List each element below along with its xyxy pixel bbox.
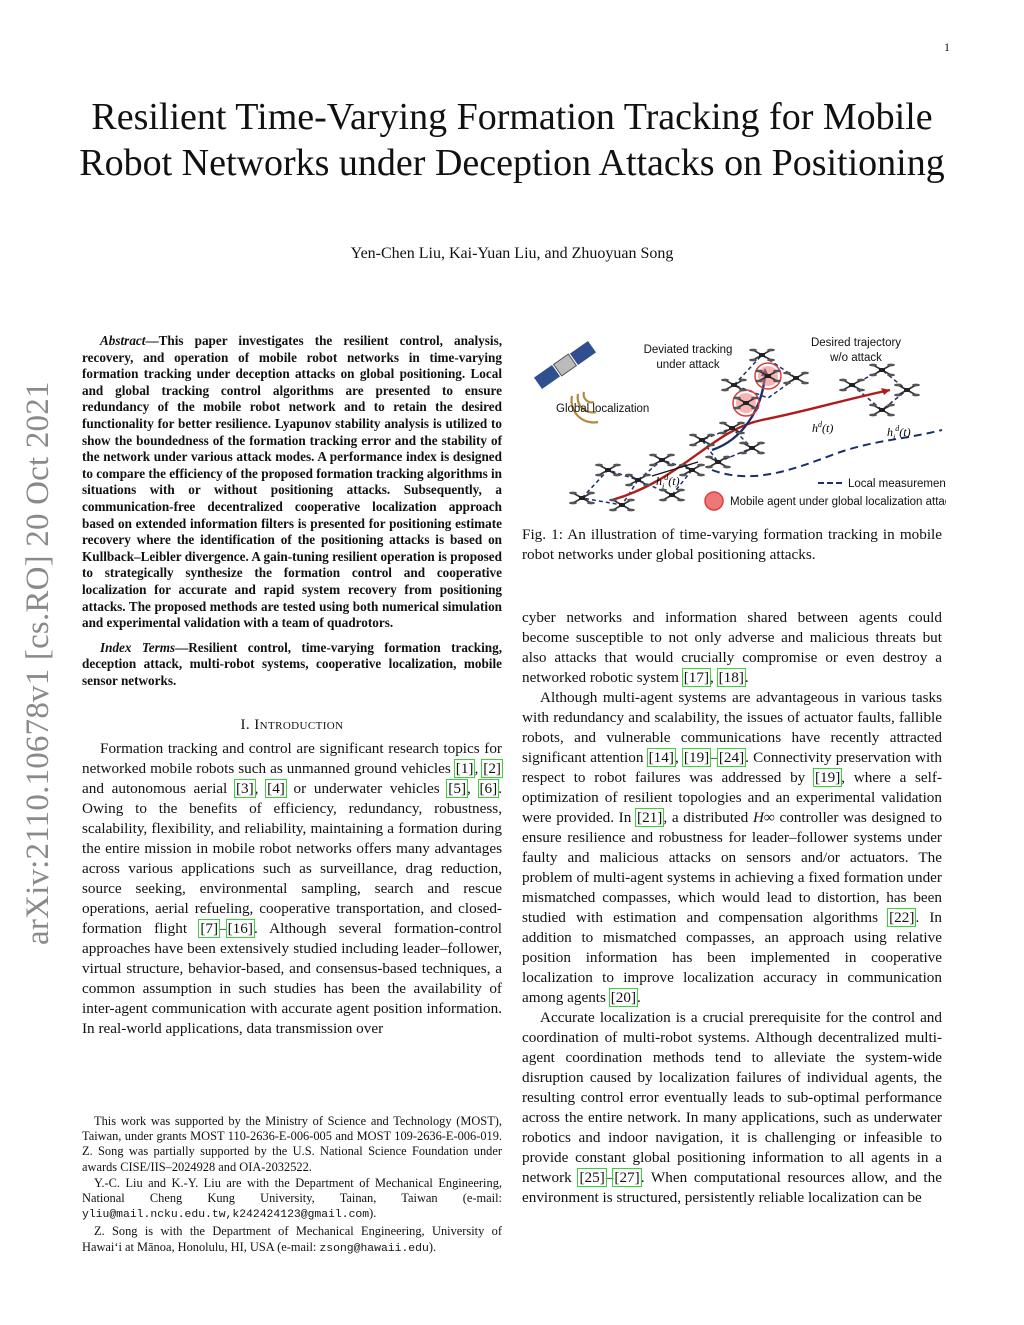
abstract-text: —This paper investigates the resilient control, analysis, recovery, and operation of mobile robot networks in time-varying formation tracking under deception attacks on global positioning. Local and global tracking control algorithms are presented to ensure redundancy of the mobile robot network and to retain the desired functionality for better resilience. Lyapunov stability analysis is utilized to show the boundedness of the formation tracking error and the stability of the network under various attack modes. A performance index is designed to compare the efficiency of the proposed formation tracking algorithms in situations with or without positioning attacks. Subsequently, a communication-free decentralized cooperative localization approach based on extended information filters is presented for positioning estimate recovery where the identification of the positioning attacks is based on Kullback–Leibler divergence. A gain-tuning resilient operation is proposed to strategically synthesize the formation control and cooperative localization for accurate and rapid system recovery from positioning attacks. The proposed methods are tested using both numerical simulation and experimental validation with a team of quadrotors. — [82, 333, 502, 631]
text-run: (t) — [899, 425, 911, 439]
intro-paragraph-1 — [82, 739, 502, 1039]
text-run: i — [893, 433, 896, 442]
citation-link[interactable]: [22] — [889, 909, 915, 926]
label-deviated-line2: under attack — [656, 359, 720, 371]
figure-caption: Fig. 1: An illustration of time-varying formation tracking in mobile robot networks under global positioning attacks. — [522, 526, 942, 563]
label-deviated-line1: Deviated tracking — [643, 344, 733, 356]
text-run: h — [812, 421, 818, 435]
text-run: i — [662, 482, 665, 491]
page-number: 1 — [944, 40, 950, 54]
intro-paragraph-1-cont — [522, 608, 942, 688]
citation-link[interactable]: [25] — [579, 1169, 605, 1186]
footnotes — [82, 1114, 502, 1258]
label-desired-line2: w/o attack — [830, 352, 882, 364]
text-run: , — [710, 669, 718, 686]
text-run: controller was designed to ensure resilience and robustness for leader–follower systems under faulty and malicious attacks on sensors and/or actuators. The problem of multi-agent systems in achieving a fixed formation under mismatched compasses, which would lead to distortion, has been studied with estimation and compensation algorithms — [522, 809, 942, 926]
text-run: , — [674, 749, 683, 766]
section-number: I. — [240, 717, 251, 734]
citation-link[interactable]: [14] — [648, 749, 674, 766]
paper-title: Resilient Time-Varying Formation Tracking for Mobile Robot Networks under Deception Attacks on Positioning — [79, 96, 945, 184]
text-run: (t) — [668, 474, 680, 488]
citation-link[interactable]: [6] — [479, 780, 498, 798]
text-run: ). — [428, 1239, 437, 1254]
abstract-lead: Abstract — [100, 333, 146, 348]
h-infinity-symbol: H∞ — [752, 809, 775, 826]
text-run: (t) — [822, 421, 834, 435]
text-run: Z. Song is with the Department of Mechanical Engineering, University of Hawai‘i at Mānoa, Honolulu, HI, USA (e-mail: — [82, 1224, 502, 1254]
section-title: Introduction — [254, 717, 344, 734]
index-terms-lead: Index Terms — [100, 639, 176, 655]
text-run: . Owing to the benefits of efficiency, redundancy, robustness, scalability, flexibility, and reliability, maintaining a formation during the entire mission in mobile robot networks offers many advantages across various applications such as surveillance, drag reduction, source seeking, environmental sampling, search and rescue operations, aerial refueling, cooperative transportation, and closed-formation flight — [82, 780, 503, 938]
figure-1 — [522, 330, 946, 520]
text-run: ). — [369, 1206, 377, 1221]
citation-link[interactable]: [24] — [718, 749, 745, 766]
footnote-affiliation-hawaii — [82, 1224, 502, 1256]
citation-link[interactable]: [5] — [448, 780, 467, 798]
text-run: , where a self-optimization of resilient topologies and an experimental validation were provided. In — [522, 769, 943, 826]
text-run: , — [474, 760, 483, 778]
text-run: . Connectivity preservation with respect to robot failures was addressed by — [522, 749, 942, 786]
label-hid — [656, 473, 680, 491]
text-run: Although multi-agent systems are advantageous in various tasks with redundancy and scalability, the issues of actuator faults, fallible robots, and vulnerable communications have recently attracted significant attention — [522, 689, 942, 766]
text-run: Y.-C. Liu and K.-Y. Liu are with the Department of Mechanical Engineering, National Cheng Kung University, Tainan, Taiwan (e-mail: — [82, 1175, 502, 1206]
label-global-localization: Global localization — [556, 403, 650, 415]
citation-link[interactable]: [7] — [200, 920, 219, 938]
text-run: . When computational resources allow, and the environment is structured, persistently reliable localization can be — [522, 1169, 942, 1206]
citation-link[interactable]: [3] — [235, 780, 254, 798]
label-desired-line1: Desired trajectory — [810, 337, 902, 349]
intro-paragraph-3 — [522, 1008, 942, 1208]
citation-link[interactable]: [16] — [227, 920, 253, 938]
left-column — [82, 333, 502, 1039]
citation-link[interactable]: [1] — [455, 760, 474, 778]
footnote-affiliation-ncku — [82, 1176, 502, 1224]
text-run: h — [656, 474, 662, 488]
citation-link[interactable]: [2] — [483, 760, 501, 778]
text-run: and autonomous aerial — [82, 780, 235, 798]
figure-illustration — [522, 330, 946, 520]
citation-link[interactable]: [20] — [610, 989, 637, 1006]
label-hd — [812, 420, 833, 435]
citation-link[interactable]: [17] — [683, 669, 710, 686]
text-run: or underwater vehicles — [285, 780, 448, 798]
text-run: . — [637, 989, 641, 1006]
text-run: d — [818, 420, 822, 429]
text-run: – — [219, 920, 227, 938]
text-run: h — [887, 425, 893, 439]
email-link[interactable]: yliu@mail.ncku.edu.tw,k242424123@gmail.com — [82, 1209, 370, 1222]
arxiv-stamp[interactable]: arXiv:2110.10678v1 [cs.RO] 20 Oct 2021 — [20, 381, 56, 945]
abstract — [82, 333, 502, 632]
citation-link[interactable]: [18] — [718, 669, 744, 686]
text-run: – — [710, 749, 718, 766]
text-run: , a distributed — [663, 809, 753, 826]
legend-local-measurement: Local measurement — [848, 478, 946, 490]
citation-link[interactable]: [19] — [683, 749, 710, 766]
text-run: cyber networks and information shared between agents could become susceptible to not only adverse and malicious threats but also attacks that would crucially compromise or even destroy a networked robotic system — [522, 609, 942, 686]
text-run: Accurate localization is a crucial prerequisite for the control and coordination of multi-robot systems. Although decentralized multi-agent coordination methods tend to alleviate the system-wide disruption caused by localization failures of individual agents, the resulting control error eventually leads to sub-optimal performance across the entire network. In many applications, such as underwater robotics and indoor navigation, it is challenging or infeasible to provide constant global positioning information to all agents in a network — [522, 1009, 942, 1186]
citation-link[interactable]: [4] — [267, 780, 285, 798]
index-terms — [82, 640, 502, 690]
author-list: Yen-Chen Liu, Kai-Yuan Liu, and Zhuoyuan Song — [350, 245, 674, 262]
citation-link[interactable]: [21] — [637, 809, 663, 826]
text-run: , — [254, 780, 267, 798]
index-terms-text: —Resilient control, time-varying formation tracking, deception attack, multi-robot systems, cooperative localization, mobile sensor networks. — [82, 639, 502, 688]
footnote-funding: This work was supported by the Ministry of Science and Technology (MOST), Taiwan, under grants MOST 110-2636-E-006-005 and MOST 109-2636-E-006-019. Z. Song was partially supported by the U.S. National Science Foundation under awards CISE/IIS–2024928 and OIA-2032522. — [82, 1114, 502, 1174]
text-run: . — [744, 669, 749, 686]
satellite-icon — [534, 341, 596, 389]
legend-attack: Mobile agent under global localization attack — [730, 496, 946, 508]
intro-paragraph-2 — [522, 688, 942, 1008]
text-run: Formation tracking and control are significant research topics for networked mobile robots such as unmanned ground vehicles — [82, 740, 502, 778]
text-run: d — [895, 424, 900, 433]
text-run: . In addition to mismatched compasses, an approach using relative position information has been implemented in cooperative localization to improve localization accuracy in communication among agents — [522, 909, 943, 1006]
section-heading — [82, 715, 502, 735]
right-column — [522, 608, 942, 1208]
legend-attack-swatch — [705, 492, 723, 510]
text-run: – — [605, 1169, 614, 1186]
email-link[interactable]: zsong@hawaii.edu — [319, 1242, 429, 1255]
citation-link[interactable]: [19] — [814, 769, 841, 786]
citation-link[interactable]: [27] — [614, 1169, 640, 1186]
text-run: , — [467, 780, 479, 798]
text-run: . Although several formation-control approaches have been extensively studied including leader–follower, virtual structure, behavior-based, and consensus-based techniques, a common assumption in such studies has been the availability of inter-agent communication with accurate agent position information. In real-world applications, data transmission over — [82, 920, 503, 1038]
text-run: d — [664, 473, 669, 482]
